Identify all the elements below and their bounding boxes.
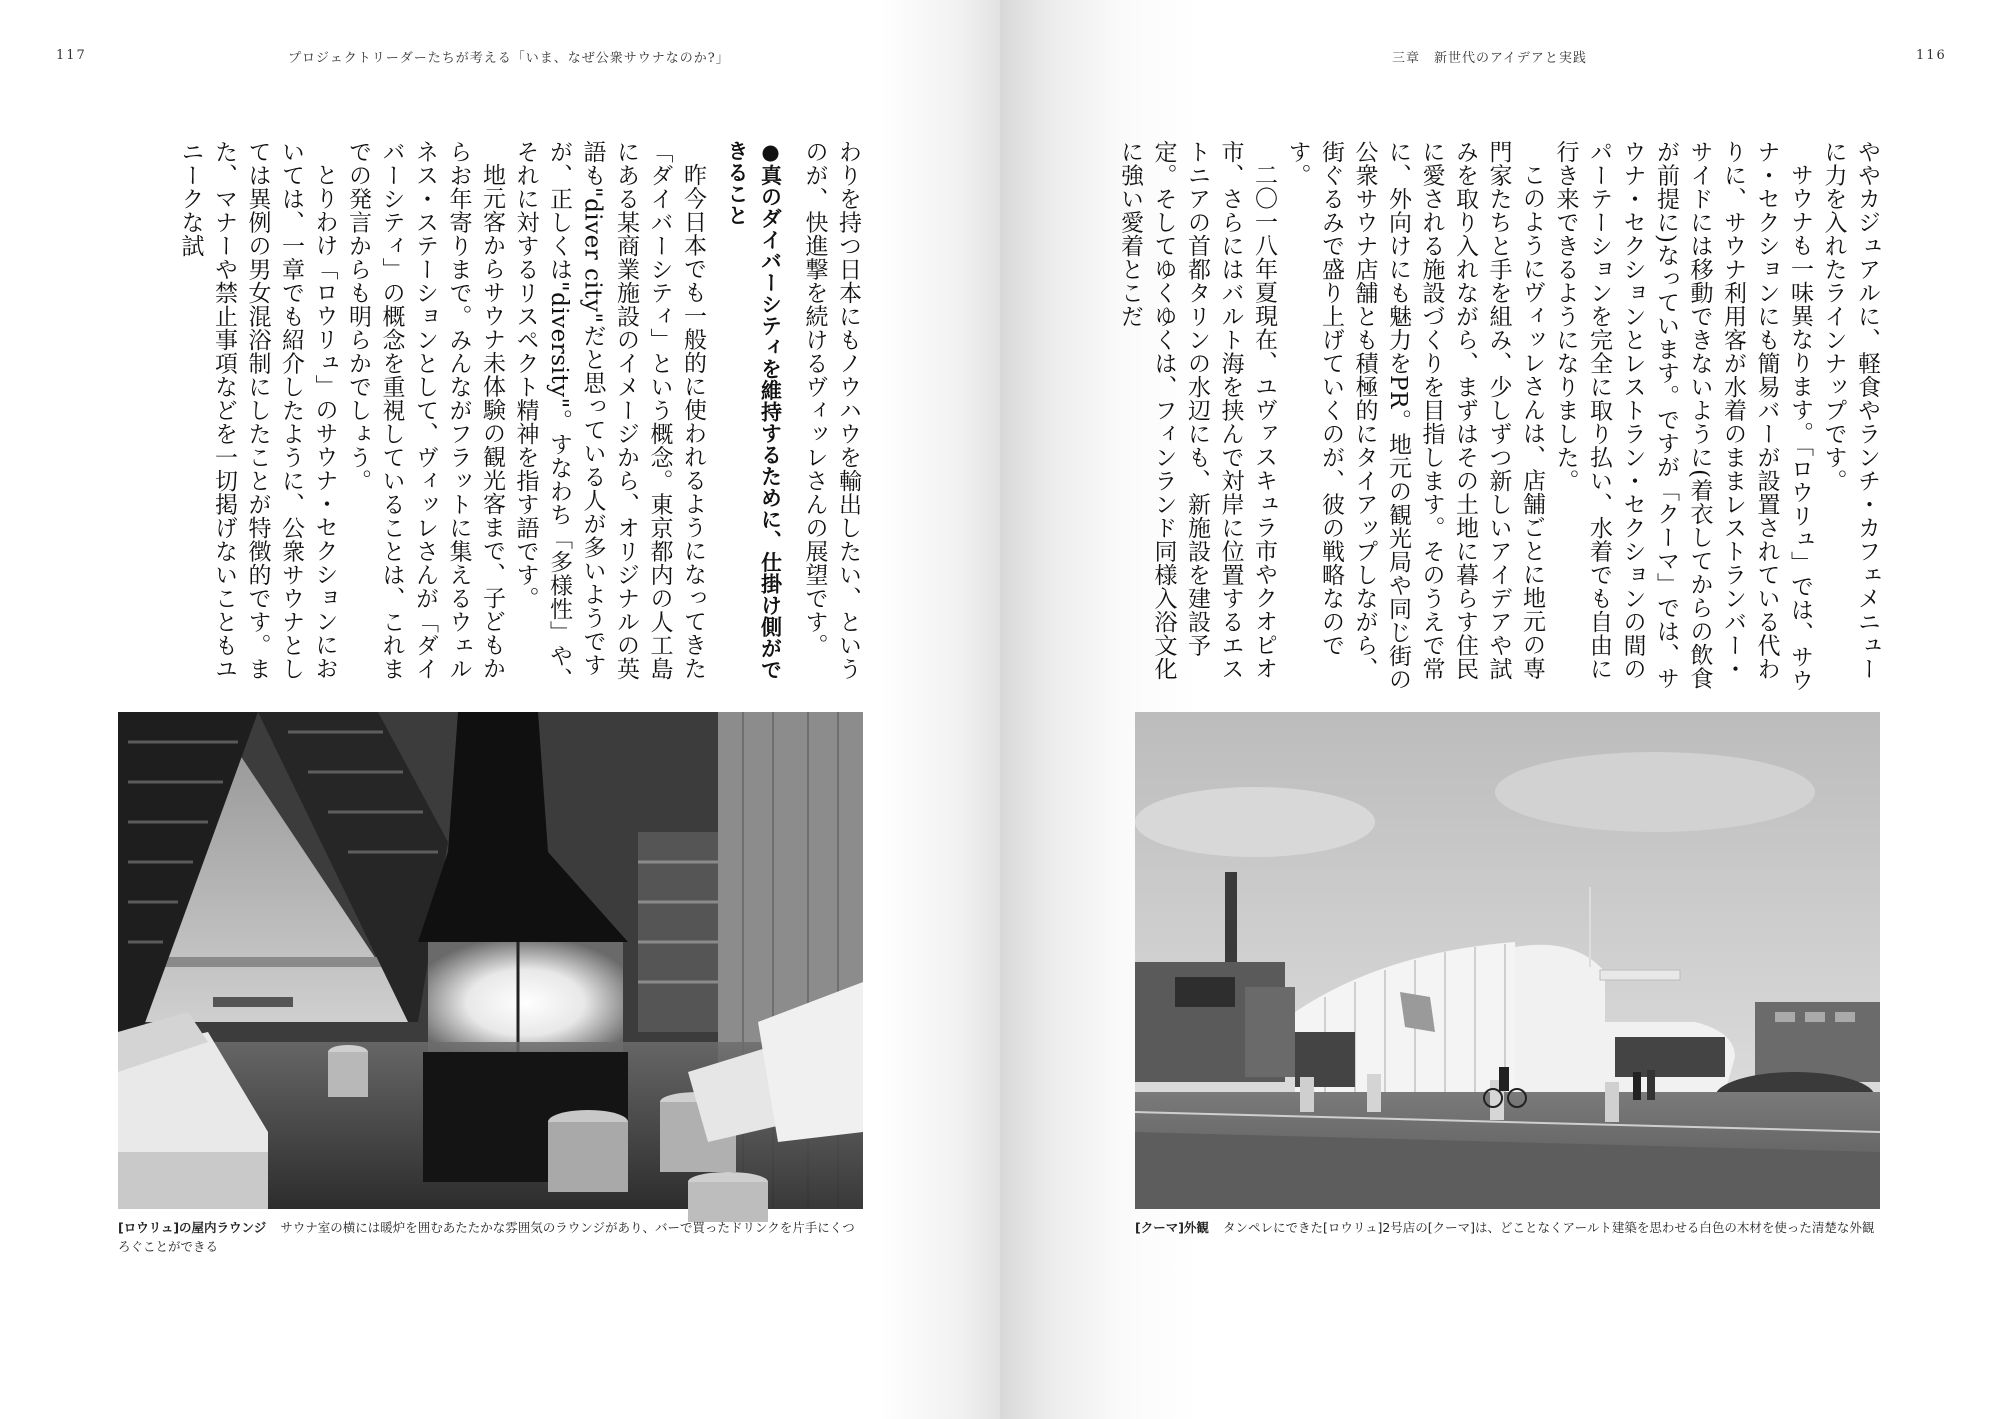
page-number: 117: [56, 48, 87, 63]
caption-title: [ロウリュ]の屋内ラウンジ: [118, 1220, 267, 1235]
body-paragraph: サウナも一味異なります。「ロウリュ」では、サウナ・セクションにも簡易バーが設置されている代わりに、サウナ利用客が水着のままレストランバー・サイドには移動できないように(着衣してからの飲食が前提に)なっています。ですが「クーマ」では、サウナ・セクションとレストラン・セクションの間のパーテーションを完全に取り払い、水着でも自由に行き来できるようになりました。: [1552, 140, 1813, 692]
photo-caption: [1135, 1218, 1880, 1237]
running-head: 三章 新世代のアイデアと実践: [1392, 51, 1587, 66]
body-paragraph: とりわけ「ロウリュ」のサウナ・セクションにおいては、一章でも紹介したように、公衆サウナとしては異例の男女混浴制にしたことが特徴的です。また、マナーや禁止事項などを一切掲げないこともユニークな試: [177, 140, 338, 681]
running-head: プロジェクトリーダーたちが考える「いま、なぜ公衆サウナなのか?」: [288, 51, 730, 66]
caption-title: [クーマ]外観: [1135, 1220, 1209, 1235]
right-page: [1000, 0, 2000, 1419]
exterior-photo: [1135, 712, 1880, 1209]
page-number: 116: [1916, 48, 1947, 63]
body-paragraph: 地元客からサウナ未体験の観光客まで、子どもからお年寄りまで。みんながフラットに集えるウェルネス・ステーションとして、ヴィッレさんが「ダイバーシティ」の概念を重視していることは、これまでの発言からも明らかでしょう。: [345, 140, 505, 681]
body-paragraph: わりを持つ日本にもノウハウを輸出したい、というのが、快進撃を続けるヴィッレさんの展望です。: [801, 140, 861, 681]
section-heading: ●真のダイバーシティを維持するために、仕掛け側ができること: [725, 140, 783, 681]
caption-text: サウナ室の横には暖炉を囲むあたたかな雰囲気のラウンジがあり、バーで買ったドリンクを片手にくつろぐことができる: [118, 1220, 855, 1254]
photo-caption: [118, 1218, 863, 1256]
body-paragraph: 昨今日本でも一般的に使われるようになってきた「ダイバーシティ」という概念。東京都内の人工島にある某商業施設のイメージから、オリジナルの英語も"diver city"だと思っている人が多いようですが、正しくは"diversity"。すなわち「多様性」や、それに対するリスペクト精神を指す語です。: [512, 140, 706, 691]
body-paragraph: 二〇一八年夏現在、ユヴァスキュラ市やクオピオ市、さらにはバルト海を挟んで対岸に位置するエストニアの首都タリンの水辺にも、新施設を建設予定。そしてゆくゆくは、フィンランド同様入浴文化に強い愛着とこだ: [1117, 140, 1277, 681]
lounge-photo: [118, 712, 863, 1209]
body-paragraph: このようにヴィッレさんは、店舗ごとに地元の専門家たちと手を組み、少しずつ新しいアイデアや試みを取り入れながら、まずはその土地に暮らす住民に愛される施設づくりを目指します。そのうえで常に、外向けにも魅力をPR。地元の観光局や同じ街の公衆サウナ店舗とも積極的にタイアップしながら、街ぐるみで盛り上げていくのが、彼の戦略なのです。: [1284, 140, 1545, 691]
body-paragraph: ややカジュアルに、軽食やランチ・カフェメニューに力を入れたラインナップです。: [1820, 140, 1880, 681]
body-text: [112, 140, 864, 700]
body-text: [1117, 140, 1883, 700]
caption-text: タンペレにできた[ロウリュ]2号店の[クーマ]は、どことなくアールト建築を思わせる白色の木材を使った清楚な外観: [1222, 1220, 1875, 1235]
